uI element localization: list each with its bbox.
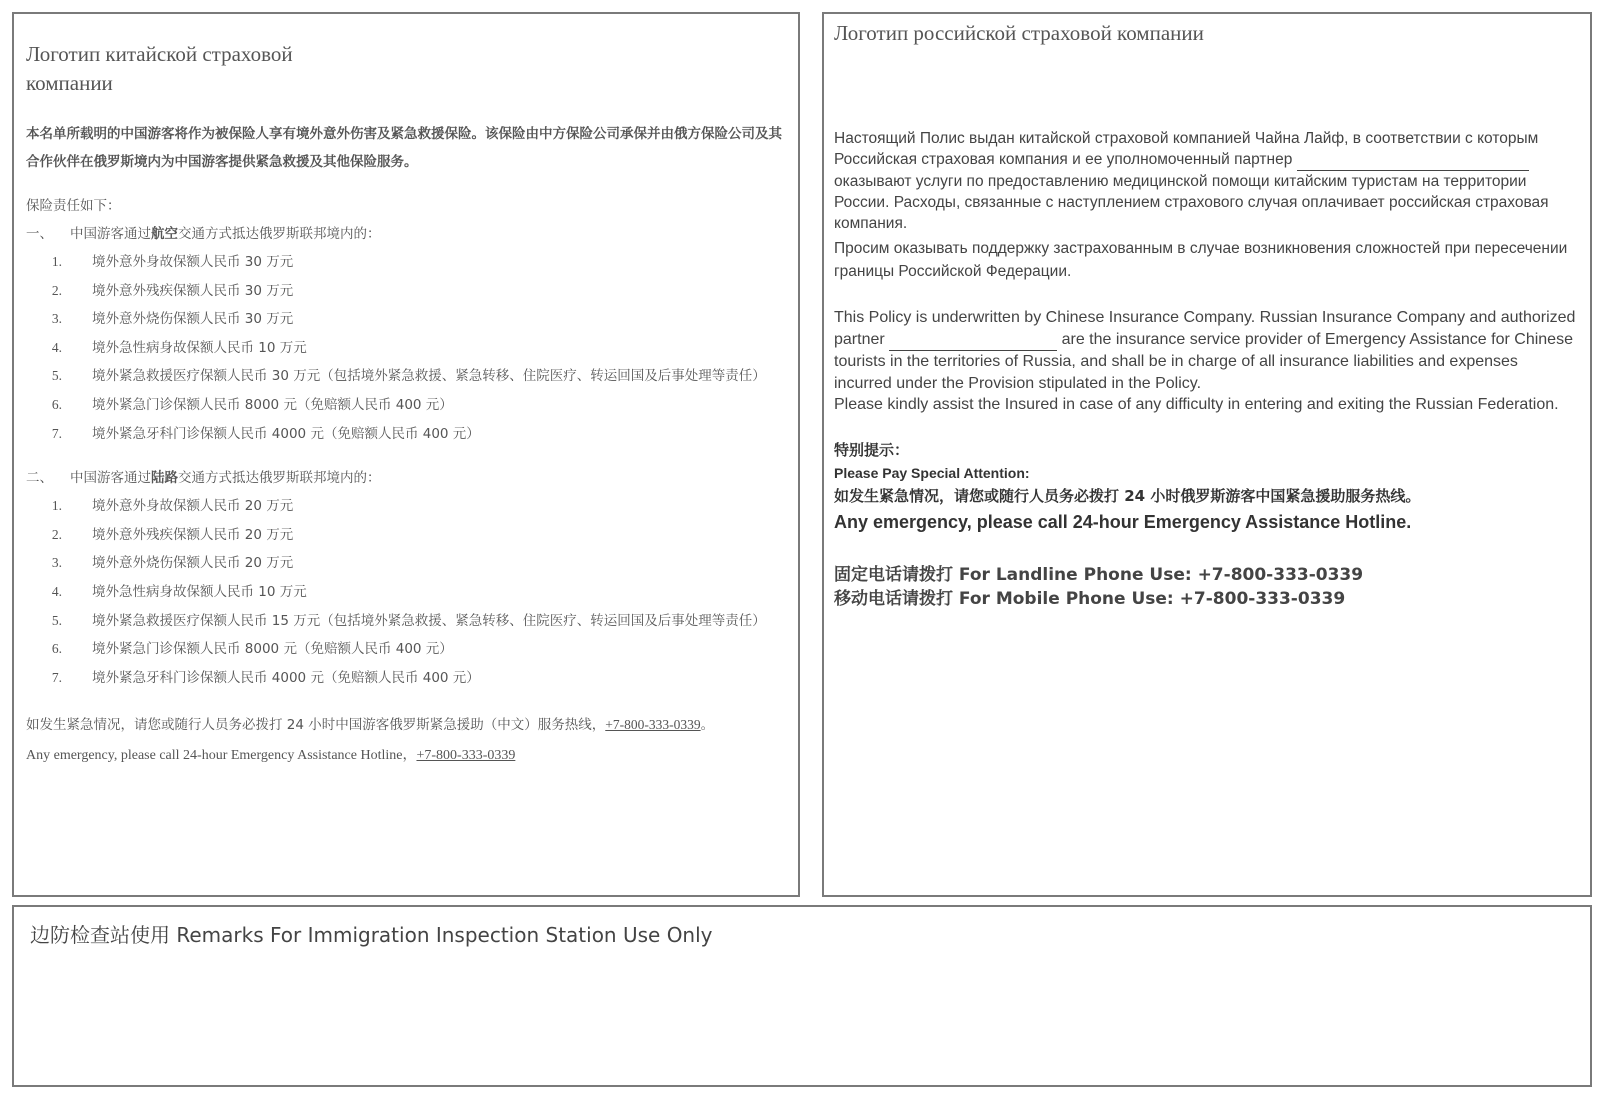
partner-blank-ru[interactable] — [1297, 149, 1529, 171]
section-title-after: 交通方式抵达俄罗斯联邦境内的： — [178, 470, 381, 487]
chinese-insurer-logo-placeholder: Логотип китайской страховой компании — [26, 42, 293, 95]
coverage-item — [26, 549, 786, 578]
special-attention-en: Please Pay Special Attention: — [834, 464, 1030, 481]
mobile-phone[interactable]: 移动电话请拨打 For Mobile Phone Use: +7-800-333-0339 — [834, 588, 1346, 609]
chinese-insurer-panel — [12, 12, 800, 897]
policy-statement-en — [834, 307, 1578, 394]
coverage-item-number: 6. — [51, 396, 62, 412]
section-title-before: 中国游客通过 — [70, 226, 151, 242]
coverage-item-number: 2. — [51, 282, 62, 298]
emergency-notice-en-text: Any emergency, please call 24-hour Emergency Assistance Hotline， — [26, 748, 417, 764]
coverage-item-number: 4. — [51, 583, 62, 599]
coverage-item — [26, 635, 786, 664]
coverage-item — [26, 607, 786, 636]
coverage-item-number: 1. — [51, 254, 62, 269]
coverage-item — [26, 420, 786, 449]
coverage-item-text: 境外紧急门诊保额人民币 8000 元（免赔额人民币 400 元） — [92, 396, 453, 413]
coverage-item-text: 境外意外残疾保额人民币 30 万元 — [92, 282, 294, 299]
coverage-item-number: 7. — [51, 669, 62, 685]
section-title-before: 中国游客通过 — [70, 470, 151, 487]
coverage-item — [26, 492, 786, 521]
policy-statement-ru — [834, 128, 1578, 234]
emergency-notice-en — [26, 744, 786, 768]
coverage-item-number: 7. — [51, 425, 62, 441]
coverage-item-text: 境外意外残疾保额人民币 20 万元 — [92, 526, 294, 543]
policy-statement-en-part2: are the insurance service provider of Emergency Assistance for Chinese tourists in the territories of Russia, and shall be in charge of all insurance liabilities and expenses incurred under the Provision stipulated in the Policy. — [834, 330, 1573, 392]
coverage-item-number: 5. — [51, 612, 62, 628]
coverage-item-text: 境外意外身故保额人民币 20 万元 — [92, 498, 294, 515]
special-attention-zh: 特别提示： — [834, 440, 910, 459]
coverage-item-text: 境外紧急牙科门诊保额人民币 4000 元（免赔额人民币 400 元） — [92, 425, 480, 442]
section-title — [70, 464, 381, 492]
coverage-item-number: 5. — [51, 368, 62, 384]
coverage-item-text: 境外意外烧伤保额人民币 20 万元 — [92, 555, 294, 572]
section-transport-mode: 陆路 — [151, 470, 178, 487]
border-support-request-en: Please kindly assist the Insured in case of any difficulty in entering and exiting the Russian Federation. — [834, 396, 1559, 413]
coverage-item-text: 境外急性病身故保额人民币 10 万元 — [92, 583, 307, 600]
coverage-item — [26, 305, 786, 334]
coverage-item-number: 2. — [51, 526, 62, 542]
coverage-item — [26, 334, 786, 363]
coverage-item — [26, 521, 786, 550]
coverage-item-text: 境外紧急救援医疗保额人民币 30 万元（包括境外紧急救援、紧急转移、住院医疗、转运回国及后事处理等责任） — [92, 368, 766, 385]
coverage-item-list — [26, 492, 786, 692]
coverage-item — [26, 362, 786, 391]
phone-numbers — [834, 563, 1578, 611]
policy-statement-ru-part2: оказывают услуги по предоставлению медицинской помощи китайским туристам на территории России. Расходы, связанные с наступлением страхового случая оплачивает российская страховая компания. — [834, 173, 1549, 232]
emergency-notice-zh — [26, 710, 786, 740]
coverage-item — [26, 277, 786, 306]
coverage-item-number: 6. — [51, 641, 62, 657]
policy-statement-ru-part1: Настоящий Полис выдан китайской страховой компанией Чайна Лайф, в соответствии с которым Российская страховая компания и ее уполномоченный партнер — [834, 130, 1539, 168]
coverage-section — [26, 464, 786, 692]
policy-statement-en-part1: This Policy is underwritten by Chinese Insurance Company. Russian Insurance Company and authorized partner — [834, 309, 1576, 348]
immigration-remarks-panel[interactable] — [12, 905, 1592, 1087]
coverage-item-list — [26, 248, 786, 448]
coverage-item-text: 境外急性病身故保额人民币 10 万元 — [92, 339, 307, 356]
coverage-section-heading — [26, 220, 786, 248]
hotline-link-zh[interactable]: +7-800-333-0339 — [605, 717, 701, 733]
coverage-item — [26, 664, 786, 693]
section-title — [70, 220, 381, 248]
landline-phone[interactable]: 固定电话请拨打 For Landline Phone Use: +7-800-333-0339 — [834, 564, 1364, 585]
coverage-item-text: 境外意外身故保额人民币 30 万元 — [92, 254, 294, 270]
immigration-remarks-label: 边防检查站使用 Remarks For Immigration Inspection Station Use Only — [30, 923, 713, 947]
coverage-item — [26, 391, 786, 420]
coverage-item-text: 境外紧急门诊保额人民币 8000 元（免赔额人民币 400 元） — [92, 641, 453, 658]
emergency-hotline-en: Any emergency, please call 24-hour Emergency Assistance Hotline. — [834, 511, 1412, 532]
partner-blank-en[interactable] — [889, 329, 1057, 352]
section-number: 一、 — [26, 226, 53, 242]
coverage-section-heading — [26, 464, 786, 492]
russian-insurer-panel — [822, 12, 1592, 897]
section-title-after: 交通方式抵达俄罗斯联邦境内的： — [178, 226, 381, 242]
coverage-item-text: 境外紧急牙科门诊保额人民币 4000 元（免赔额人民币 400 元） — [92, 669, 480, 686]
coverage-item-number: 4. — [51, 339, 62, 355]
emergency-notice-zh-text: 如发生紧急情况，请您或随行人员务必拨打 24 小时中国游客俄罗斯紧急援助（中文）服务热线， — [26, 717, 606, 734]
coverage-item-number: 3. — [51, 311, 62, 327]
coverage-intro: 本名单所载明的中国游客将作为被保险人享有境外意外伤害及紧急救援保险。该保险由中方保险公司承保并由俄方保险公司及其合作伙伴在俄罗斯境内为中国游客提供紧急救援及其他保险服务。 — [26, 126, 782, 170]
hotline-link-en[interactable]: +7-800-333-0339 — [416, 748, 516, 764]
emergency-hotline-zh: 如发生紧急情况，请您或随行人员务必拨打 24 小时俄罗斯游客中国紧急援助服务热线。 — [834, 486, 1421, 505]
coverage-item-text: 境外紧急救援医疗保额人民币 15 万元（包括境外紧急救援、紧急转移、住院医疗、转运回国及后事处理等责任） — [92, 612, 766, 629]
section-transport-mode: 航空 — [151, 226, 178, 242]
coverage-item — [26, 248, 786, 277]
coverage-item — [26, 578, 786, 607]
coverage-item-text: 境外意外烧伤保额人民币 30 万元 — [92, 311, 294, 328]
responsibility-heading: 保险责任如下： — [26, 198, 121, 214]
coverage-section — [26, 220, 786, 448]
coverage-item-number: 3. — [51, 555, 62, 571]
russian-insurer-logo-placeholder: Логотип российской страховой компании — [834, 21, 1204, 45]
emergency-notice-zh-end: 。 — [700, 717, 715, 734]
section-number: 二、 — [26, 470, 53, 487]
border-support-request-ru: Просим оказывать поддержку застрахованным в случае возникновения сложностей при пересечении границы Российской Федерации. — [834, 240, 1568, 280]
coverage-sections — [26, 220, 786, 692]
coverage-item-number: 1. — [51, 498, 62, 514]
